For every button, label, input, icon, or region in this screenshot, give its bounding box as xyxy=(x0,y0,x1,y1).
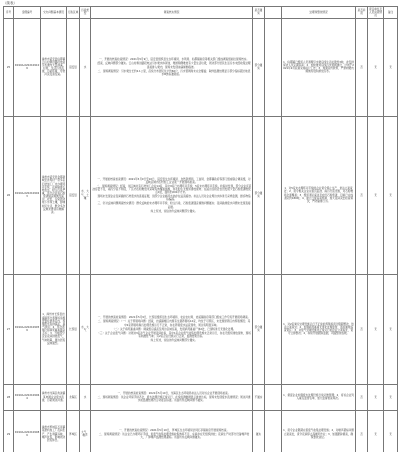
findings-paragraph: 二、现场调查情况：该企业已办理环评手续，但废气收集处理设施收集效率不足，车间存在无组织排放；夜间生产时部分设备噪声较大，厂界噪声监测结果超标。该信访件反映问题属实。 xyxy=(98,433,250,440)
header-handling: 处理和整改情况 xyxy=(282,7,356,19)
table-caption: （续表） xyxy=(3,1,17,5)
findings-paragraph: （二）关于病死畜禽问题：调查组沿溪流及周边区域巡查，发现病死畜禽尸体2处，已现场进行无害化处理。 xyxy=(112,327,236,331)
header-case-id: 受理编号 xyxy=(14,7,41,19)
district-cell: 芗城区 xyxy=(67,410,80,452)
findings-cell xyxy=(91,116,253,274)
header-findings: 调查核实情况 xyxy=(91,7,253,19)
pollution-type-cell: 水 xyxy=(80,384,91,410)
header-responsible-unit: 责任单位及人员问责情况 xyxy=(369,7,382,17)
handling-cell: 1、对5家未办理环评手续的企业责令停止生产，依法立案查处；2、责令相关企业完善沉淀池、雨污分流设施，对石粉堆场全面覆盖；3、组织清运溪边及农田石粉废渣，目前已完成清运约180吨；4、建立日常巡查机制，加大夜间突击检查频次，严防偷排行为。 xyxy=(282,116,356,274)
header-extra xyxy=(265,7,282,19)
table-header-row xyxy=(4,7,398,19)
remark-cell: 无 xyxy=(384,384,398,410)
header-remark: 备注 xyxy=(384,7,398,19)
complaint-cell: 漳州市龙海区角美镇某电镀企业废水直排，污染周边河道。 xyxy=(41,384,67,410)
responsible-unit-cell: 无 xyxy=(368,384,384,410)
case-id-cell: D190A-0202109109 xyxy=(14,18,41,116)
pollution-type-cell: 水 xyxy=(80,18,91,116)
table-row xyxy=(4,274,398,384)
pollution-type-cell: 水、大气 xyxy=(80,274,91,384)
accountability-cell: 否 xyxy=(356,384,368,410)
findings-paragraph: 一、开展的核查检查情况：2021年5月10日，龙海区生态环境局执法人员对该企业开展现场检查。 xyxy=(117,391,231,395)
header-type: 污染类型 xyxy=(80,7,91,19)
complaint-cell: 漳州市诏安县金都新城至洋尾村一带多家石材加工厂未办理环评手续，夜间偷排石材废水、粉尘污染严重，部分企业将石粉废渣随意倾倒至溪边、农田，污染周边地下水和土壤，影响村民生活，群众多次反映未得到有效解决。 xyxy=(41,116,67,274)
findings-cell xyxy=(91,410,253,452)
findings-cell xyxy=(91,18,253,116)
responsible-unit-cell: 无 xyxy=(368,274,384,384)
findings-cell xyxy=(91,384,253,410)
responsible-unit-cell: 无 xyxy=(368,116,384,274)
accountability-cell: 否 xyxy=(356,116,368,274)
pollution-type-cell: 大气、噪声 xyxy=(80,410,91,452)
accountability-cell: 否 xyxy=(356,274,368,384)
row-number: 28 xyxy=(4,384,14,410)
findings-paragraph: 现场未发现企业夜间偷排石材废水的直接证据，但部分企业循环水池存在溢流痕迹。执法人员对企业周边水体进行采样监测，悬浮物指标偏高。 xyxy=(97,195,251,202)
accountability-cell: 否 xyxy=(356,410,368,452)
extra-cell xyxy=(265,274,282,384)
findings-paragraph: 综上所述，该信访件反映问题部分属实。 xyxy=(150,209,198,213)
complaint-cell: 漳州市芗城区石亭镇某塑料加工厂夜间生产，产生刺鼻异味，噪声扰民，影响周边居民休息。 xyxy=(41,410,67,452)
findings-paragraph: 一、开展的核查检查情况：2021年5月9日至10日，诏安县生态环境局、自然资源局、工信局、金都镇政府等部门组成联合调查组，对反映区域内石材加工企业逐一开展现场检查。 xyxy=(97,177,251,184)
extra-cell xyxy=(265,410,282,452)
extra-cell xyxy=(265,18,282,116)
header-no: 序号 xyxy=(4,7,14,19)
case-id-cell: D190A-0202109023 xyxy=(14,116,41,274)
is-true-cell: 不属实 xyxy=(253,384,265,410)
handling-cell: 1、责令企业限期完善废气收集处理设施；2、对噪声超标问题立案查处，责令夜间停止高噪声作业；3、加强跟踪督查，确保整改到位。 xyxy=(282,410,356,452)
responsible-unit-cell: 无 xyxy=(368,410,384,452)
remark-cell: 无 xyxy=(384,274,398,384)
findings-paragraph: 二、现场调查情况：引水渠全长约2.1公里，沿线分布居民住户约60户，污水管网尚未完全覆盖；取样监测结果显示部分指标超过地表水Ⅲ类标准限值。 xyxy=(97,69,251,76)
district-cell: 诏安县 xyxy=(67,116,80,274)
header-is-true: 是否属实 xyxy=(253,7,265,19)
header-accountability: 是否问责 xyxy=(356,7,368,19)
row-number: 25 xyxy=(4,18,14,116)
findings-paragraph: 综上所述，该信访件反映问题部分属实。 xyxy=(150,338,198,342)
findings-paragraph: 一、开展的核查检查情况：2021年5月9日，长泰县组织县生态环境局、农业农村局、岩溪镇政府等部门组成工作专班开展现场调查。 xyxy=(97,316,251,320)
extra-cell xyxy=(265,384,282,410)
is-true-cell: 部分属实 xyxy=(253,116,265,274)
responsible-unit-cell: 无 xyxy=(368,18,384,116)
findings-cell xyxy=(91,274,253,384)
complaint-cell: 1、漳州市长泰县岩溪镇部分养殖场违规设置在禁养区内，养殖废水直排溪流，臭气扰民；2、部分养殖户将病死畜禽随意丢弃；3、当地部分企业夜间排放废气，气味刺鼻，周边居民反映强烈。 xyxy=(41,274,67,384)
district-cell: 龙海区 xyxy=(67,384,80,410)
remark-cell: 无 xyxy=(384,410,398,452)
complaint-cell: 漳州市诏安县仙都镇云山村寨边路段电站引水渠内大量油漆、垃圾、生活污水直排，污染环境，导致河流变黑变臭。 xyxy=(41,18,67,116)
complaint-handling-table xyxy=(3,6,398,452)
row-number: 27 xyxy=(4,274,14,384)
pollution-type-cell: 水、大气、土壤 xyxy=(80,116,91,274)
handling-cell: 1、督促企业加强废水处理设施日常运维管理；2、将该企业列入重点监管名单，加大监督检查频次。 xyxy=(282,384,356,410)
findings-paragraph: 一、开展的核查检查情况：2021年5月9日，诏安县组织县生态环境局、水利局、仙都镇政府等相关部门组成调查组前往现场核实。 xyxy=(99,58,249,62)
remark-cell: 无 xyxy=(384,18,398,116)
is-true-cell: 属实 xyxy=(253,410,265,452)
handling-cell: 1、对2家粪污处理设施运行不正常的养殖场责令限期整改，依法立案查处；2、加强病死畜禽无害化处理监管，落实属地巡查责任；3、对废气处理设施未正常运行的企业立案查处，责令立即整改；4、持续开展跟踪监测，巩固整改成效。 xyxy=(282,274,356,384)
case-id-cell: D190A-0202109059 xyxy=(14,274,41,384)
findings-paragraph: 二、现场调查情况：（一）关于养殖场问题：经查，岩溪镇辖区内现有生猪养殖场12家，均位于可养区，未发现禁养区内养殖情况；其中2家养殖场粪污处理设施运行不正常，存在养殖废水溢流现象，周边有明显异味。 xyxy=(97,320,251,327)
table-row xyxy=(4,116,398,274)
table-row xyxy=(4,410,398,452)
findings-paragraph: 二、现场调查情况：经查，该区域共有石材加工企业14家，其中9家已办理环评手续，5家未办理环评手续。检查时发现，部分企业沉淀池容量不足，雨污分流不彻底，厂区内石粉堆放未采取有效覆盖措施，存在粉尘无组织排放现象；在溪边及附近农田发现少量石粉废渣堆放点4处，面积约200平方米。 xyxy=(92,184,252,195)
findings-paragraph: 二、现场调查情况：该企业环保手续齐全，废水处理设施正常运行，在线监测数据显示排放达标，现场未发现废水直排情况；周边河道水质监测结果符合功能区标准。该信访件反映问题不属实。 xyxy=(97,396,251,403)
table-row xyxy=(4,18,398,116)
header-district: 行政区域 xyxy=(67,7,80,19)
header-complaint: 交办问题基本情况 xyxy=(41,7,67,19)
remark-cell: 无 xyxy=(384,116,398,274)
is-true-cell: 部分属实 xyxy=(253,18,265,116)
handling-cell: 1、仙都镇已组织人员清理引水渠沿线生活垃圾约3吨，并安排保洁人员定期巡查；2、加快推进沿线污水管网建设，计划于2021年9月底前完成接户工作；3、加强宣传教育，严禁向渠内倾倒垃圾和排放污水。 xyxy=(282,18,356,116)
findings-paragraph: 经查，反映问题部分属实。云山村寨边路段电站引水渠水体浑浊，渠道两侧堆放有少量生活垃圾，周边部分居民生活污水未经收集处理直接排入渠内，现场未发现油漆倾倒痕迹。 xyxy=(97,62,251,69)
row-number: 29 xyxy=(4,410,14,452)
findings-paragraph: （三）关于企业废气问题：对周边3家涉气企业开展夜间检查，其中1家企业废气收集处理设施未正常运行，存在无组织排放现象，现场有刺激性气味；另2家企业设施运行正常，监测结果达标。 xyxy=(97,331,251,338)
findings-paragraph: 三、针对反映问题调查核实情况：群众反映的未办理环评手续、粉尘污染、石粉废渣随意倾倒问题属实；夜间偷排废水问题未发现直接证据。 xyxy=(97,202,251,209)
row-number: 26 xyxy=(4,116,14,274)
district-cell: 诏安县 xyxy=(67,18,80,116)
case-id-cell: D190A-0202109064 xyxy=(14,384,41,410)
table-row xyxy=(4,384,398,410)
district-cell: 长泰县 xyxy=(67,274,80,384)
is-true-cell: 部分属实 xyxy=(253,274,265,384)
findings-paragraph: 一、开展的核查检查情况：2021年5月10日，芗城区生态环境局会同石亭镇政府开展现场核查。 xyxy=(118,428,230,432)
accountability-cell: 否 xyxy=(356,18,368,116)
case-id-cell: D190A-0202109089 xyxy=(14,410,41,452)
extra-cell xyxy=(265,116,282,274)
